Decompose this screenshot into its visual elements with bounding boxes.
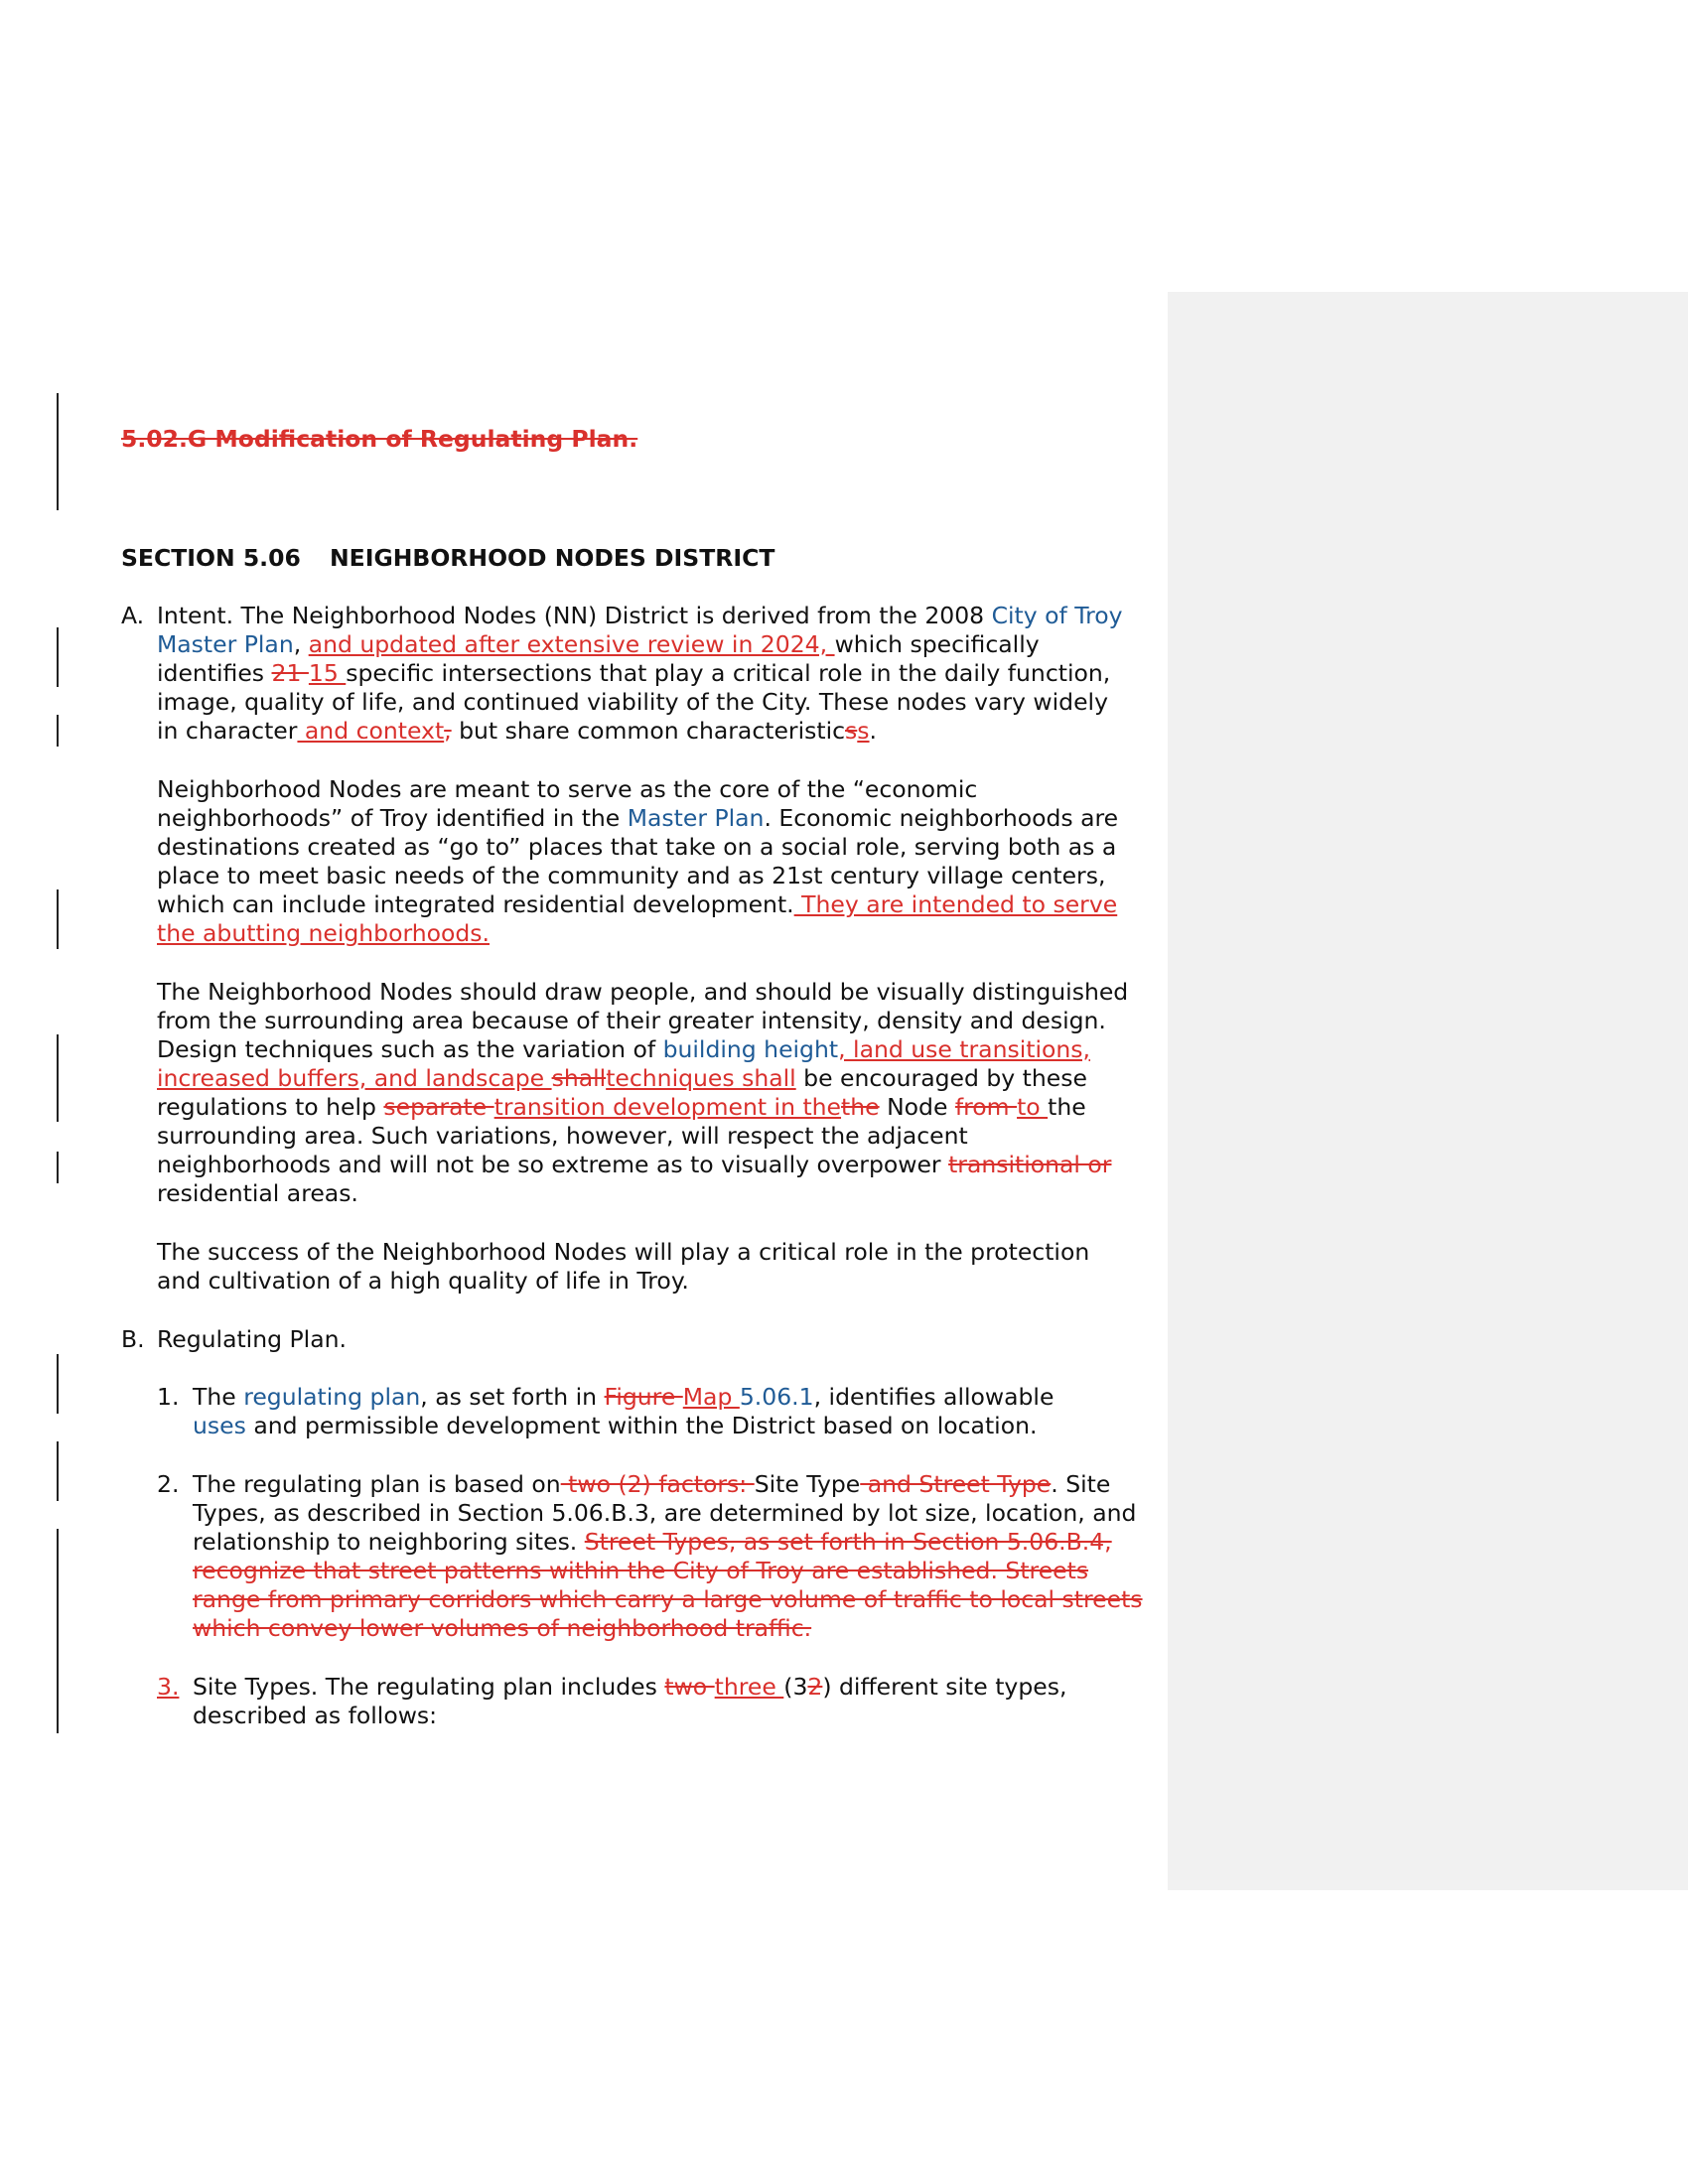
change-bar <box>57 627 59 687</box>
list-marker-2: 2. <box>157 1470 180 1498</box>
text: . <box>869 717 878 745</box>
item3-line-2: described as follows: <box>193 1702 438 1729</box>
change-bar <box>57 1529 59 1733</box>
deleted-text: recognize that street patterns within the City of Troy are established. Streets <box>193 1557 1089 1584</box>
text: identifies <box>157 659 272 687</box>
link-regulating-plan[interactable]: regulating plan <box>243 1383 421 1411</box>
text: regulations to help <box>157 1093 384 1121</box>
section-title-text: NEIGHBORHOOD NODES DISTRICT <box>330 544 775 572</box>
list-marker-a: A. <box>121 602 145 629</box>
text: which can include integrated residential development. <box>157 890 794 918</box>
item2-line-2: Types, as described in Section 5.06.B.3, are determined by lot size, location, and <box>193 1499 1137 1527</box>
deleted-text: 21 <box>271 659 309 687</box>
para2-line-6 <box>157 919 490 948</box>
text: Design techniques such as the variation of <box>157 1035 663 1063</box>
change-bar <box>57 1034 59 1122</box>
inserted-text: They are intended to serve <box>793 890 1118 918</box>
change-bar <box>57 1354 59 1414</box>
text: , identifies allowable <box>813 1383 1055 1411</box>
intent-line-1 <box>157 602 1123 630</box>
text: The regulating plan is based on <box>193 1470 561 1498</box>
inserted-text: three <box>714 1673 784 1701</box>
text: Site Type <box>754 1470 861 1498</box>
item2-line-6 <box>193 1614 811 1643</box>
text: , <box>293 630 309 658</box>
text: the <box>1048 1093 1086 1121</box>
deleted-text: the <box>841 1093 880 1121</box>
text: . Site <box>1051 1470 1111 1498</box>
section-number: SECTION 5.06 <box>121 544 301 572</box>
change-bar <box>57 393 59 510</box>
text: in character <box>157 717 298 745</box>
deleted-text: 5.02.G Modification of Regulating Plan. <box>121 425 638 453</box>
deleted-text: transitional or <box>948 1151 1112 1178</box>
deleted-text: separate <box>383 1093 494 1121</box>
para4-line-1: The success of the Neighborhood Nodes will play a critical role in the protection <box>157 1238 1090 1266</box>
text: (3 <box>783 1673 808 1701</box>
deleted-text: range from primary corridors which carry a large volume of traffic to local streets <box>193 1585 1143 1613</box>
text: ) different site types, <box>822 1673 1067 1701</box>
inserted-text: the abutting neighborhoods. <box>157 919 491 947</box>
item3-line-1 <box>193 1673 1066 1702</box>
para4-line-2: and cultivation of a high quality of life in Troy. <box>157 1267 689 1295</box>
text: The <box>193 1383 244 1411</box>
text: but share common characteristic <box>451 717 846 745</box>
intent-line-5 <box>157 717 877 746</box>
link-master-plan[interactable]: Master Plan <box>627 804 765 832</box>
text: . Economic neighborhoods are <box>764 804 1119 832</box>
item1-line-1 <box>193 1383 1054 1412</box>
change-bar <box>57 1152 59 1183</box>
para3-line-1: The Neighborhood Nodes should draw people, and should be visually distinguished <box>157 978 1129 1006</box>
intent-line-4: image, quality of life, and continued viability of the City. These nodes vary widely <box>157 688 1108 716</box>
text: which specifically <box>834 630 1040 658</box>
text: neighborhoods and will not be so extreme as to visually overpower <box>157 1151 949 1178</box>
list-marker-3 <box>157 1673 179 1702</box>
section-title <box>330 544 774 573</box>
deleted-text: two (2) factors: <box>560 1470 755 1498</box>
deleted-text: 2 <box>807 1673 823 1701</box>
deleted-text: Street Types, as set forth in Section 5.06.B.4, <box>584 1528 1112 1556</box>
inserted-text: 3. <box>157 1673 180 1701</box>
deleted-text: two <box>664 1673 715 1701</box>
text: Node <box>879 1093 955 1121</box>
item2-line-4 <box>193 1557 1088 1585</box>
para3-line-2: from the surrounding area because of their greater intensity, density and design. <box>157 1007 1106 1034</box>
list-marker-1: 1. <box>157 1383 180 1411</box>
inserted-text: s <box>857 717 870 745</box>
change-bar <box>57 715 59 747</box>
regulating-plan-heading: Regulating Plan. <box>157 1325 347 1353</box>
item2-line-5 <box>193 1585 1143 1614</box>
link-building-height[interactable]: building height <box>662 1035 839 1063</box>
text: Site Types. The regulating plan includes <box>193 1673 665 1701</box>
list-marker-b: B. <box>121 1325 145 1353</box>
text: , as set forth in <box>420 1383 605 1411</box>
inserted-text: to <box>1017 1093 1049 1121</box>
item2-line-3 <box>193 1528 1112 1557</box>
para2-line-4: place to meet basic needs of the community and as 21st century village centers, <box>157 862 1106 889</box>
para3-line-3 <box>157 1035 1090 1064</box>
change-bar <box>57 889 59 949</box>
item1-line-2 <box>193 1412 1037 1440</box>
text: be encouraged by these <box>795 1064 1087 1092</box>
inserted-text: , land use transitions, <box>838 1035 1090 1063</box>
deleted-text: from <box>954 1093 1018 1121</box>
section-heading <box>121 544 301 573</box>
inserted-text: and updated after extensive review in 2024, <box>308 630 835 658</box>
link-master-plan[interactable]: Master Plan <box>157 630 294 658</box>
para2-line-3: destinations created as “go to” places that take on a social role, serving both as a <box>157 833 1117 861</box>
deleted-text: , <box>444 717 452 745</box>
inserted-text: Map <box>682 1383 740 1411</box>
link-uses[interactable]: uses <box>193 1412 246 1439</box>
inserted-text: increased buffers, and landscape <box>157 1064 552 1092</box>
deleted-heading <box>121 425 637 454</box>
link-map-5-06-1[interactable]: 5.06.1 <box>739 1383 814 1411</box>
intent-line-3 <box>157 659 1110 688</box>
inserted-text: 15 <box>308 659 347 687</box>
text: relationship to neighboring sites. <box>193 1528 585 1556</box>
deleted-text: and Street Type <box>860 1470 1052 1498</box>
comment-pane <box>1168 292 1688 1890</box>
text: specific intersections that play a critical role in the daily function, <box>346 659 1111 687</box>
para3-line-7 <box>157 1151 1111 1179</box>
text: Intent. The Neighborhood Nodes (NN) District is derived from the 2008 <box>157 602 992 629</box>
text: and permissible development within the District based on location. <box>245 1412 1038 1439</box>
para2-line-5 <box>157 890 1117 919</box>
para3-line-6: surrounding area. Such variations, however, will respect the adjacent <box>157 1122 968 1150</box>
intent-line-2 <box>157 630 1040 659</box>
deleted-text: shall <box>551 1064 607 1092</box>
change-bar <box>57 1441 59 1501</box>
item2-line-1 <box>193 1470 1110 1499</box>
para2-line-1: Neighborhood Nodes are meant to serve as the core of the “economic <box>157 775 978 803</box>
deleted-text: s <box>845 717 858 745</box>
deleted-text: Figure <box>604 1383 683 1411</box>
para3-line-8: residential areas. <box>157 1179 358 1207</box>
link-city-of-troy[interactable]: City of Troy <box>991 602 1123 629</box>
para2-line-2 <box>157 804 1118 833</box>
deleted-text: which convey lower volumes of neighborhood traffic. <box>193 1614 812 1642</box>
text: neighborhoods” of Troy identified in the <box>157 804 628 832</box>
inserted-text: techniques shall <box>606 1064 796 1092</box>
para3-line-5 <box>157 1093 1086 1122</box>
inserted-text: transition development in the <box>493 1093 842 1121</box>
para3-line-4 <box>157 1064 1087 1093</box>
inserted-text: and context <box>297 717 445 745</box>
